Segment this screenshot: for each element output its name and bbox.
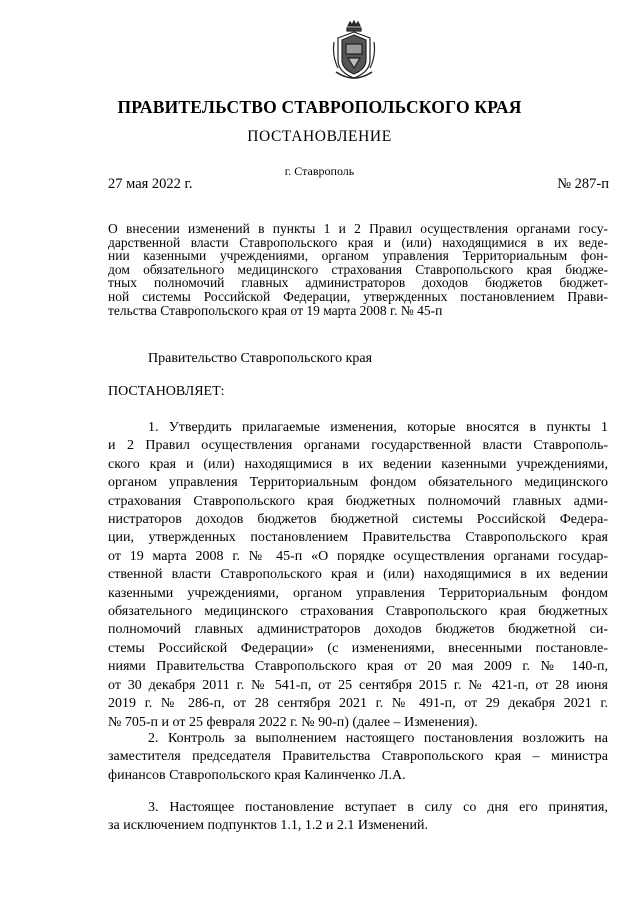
issuing-body: Правительство Ставропольского края: [148, 351, 373, 366]
paragraph-line: № 705-п и от 25 февраля 2022 г. № 90-п) (далее – Изменения).: [108, 714, 478, 730]
paragraph-line: 1. Утвердить прилагаемые изменения, которые вносятся в пункты 1: [148, 420, 608, 435]
paragraph-line: 2. Контроль за выполнением настоящего постановления возложить на: [148, 731, 608, 746]
document-date: 27 мая 2022 г.: [108, 176, 193, 192]
paragraph-2: [108, 730, 608, 785]
paragraph-line: обязательного медицинского страхования Ставропольского края бюджетных: [108, 604, 608, 620]
paragraph-line: финансов Ставропольского края Калинченко Л.А.: [108, 767, 406, 783]
government-title: ПРАВИТЕЛЬСТВО СТАВРОПОЛЬСКОГО КРАЯ: [117, 97, 522, 117]
document-type: ПОСТАНОВЛЕНИЕ: [247, 128, 392, 145]
document-city: г. Ставрополь: [284, 164, 355, 178]
subject-line: нии казенными учреждениями, органом управления Территориальным фон-: [108, 248, 608, 264]
paragraph-line: и 2 Правил осуществления органами государственной власти Ставрополь-: [108, 438, 608, 454]
coat-of-arms-icon: [330, 20, 378, 84]
paragraph-line: нистраторов доходов бюджетов бюджетной системы Российской Федера-: [108, 512, 608, 528]
subject-line: дарственной власти Ставропольского края и (или) находящимися в их веде-: [108, 234, 608, 250]
paragraph-line: от 30 декабря 2011 г. № 541-п, от 25 сентября 2015 г. № 421-п, от 28 июня: [108, 677, 608, 693]
subject-line: дом обязательного медицинского страхования Ставропольского края бюдже-: [108, 261, 608, 277]
paragraph-line: полномочий главных администраторов доходов бюджетов бюджетной си-: [108, 622, 608, 638]
document-number: № 287-п: [557, 176, 609, 192]
paragraph-line: казенными учреждениями, органом управления Территориальным фондом: [108, 585, 608, 601]
paragraph-line: ниями Правительства Ставропольского края от 20 мая 2009 г. № 140-п,: [108, 659, 608, 675]
paragraph-line: органом управления Территориальным фондом обязательного медицинского: [108, 475, 608, 491]
paragraph-line: за исключением подпунктов 1.1, 1.2 и 2.1 Изменений.: [108, 818, 429, 834]
subject-line: тных полномочий главных администраторов доходов бюджетов бюджет-: [108, 275, 608, 291]
paragraph-line: 3. Настоящее постановление вступает в силу со дня его принятия,: [148, 800, 608, 815]
paragraph-3: [108, 799, 608, 836]
subject-line: О внесении изменений в пункты 1 и 2 Правил осуществления органами госу-: [108, 221, 608, 236]
paragraph-line: заместителя председателя Правительства Ставропольского края – министра: [108, 749, 608, 765]
subject-line: ной системы Российской Федерации, утвержденных постановлением Прави-: [108, 288, 608, 304]
document-subject: [108, 222, 608, 317]
paragraph-line: стемы Российской Федерации» (с изменениями, внесенными постановле-: [108, 640, 608, 656]
paragraph-line: ственной власти Ставропольского края и (или) находящимися в их ведении: [108, 567, 608, 583]
paragraph-line: от 19 марта 2008 г. № 45-п «О порядке осуществления органами государ-: [108, 548, 608, 564]
decrees-heading: ПОСТАНОВЛЯЕТ:: [108, 384, 225, 399]
paragraph-line: ского края и (или) находящимися в их ведении казенными учреждениями,: [108, 456, 608, 472]
paragraph-line: страхования Ставропольского края бюджетных полномочий главных адми-: [108, 493, 608, 509]
paragraph-line: 2019 г. № 286-п, от 28 сентября 2021 г. № 491-п, от 29 декабря 2021 г.: [108, 696, 608, 712]
paragraph-line: ции, утвержденных постановлением Правительства Ставропольского края: [108, 530, 608, 546]
paragraph-1: [108, 419, 608, 732]
subject-line: тельства Ставропольского края от 19 марта 2008 г. № 45-п: [108, 302, 443, 318]
